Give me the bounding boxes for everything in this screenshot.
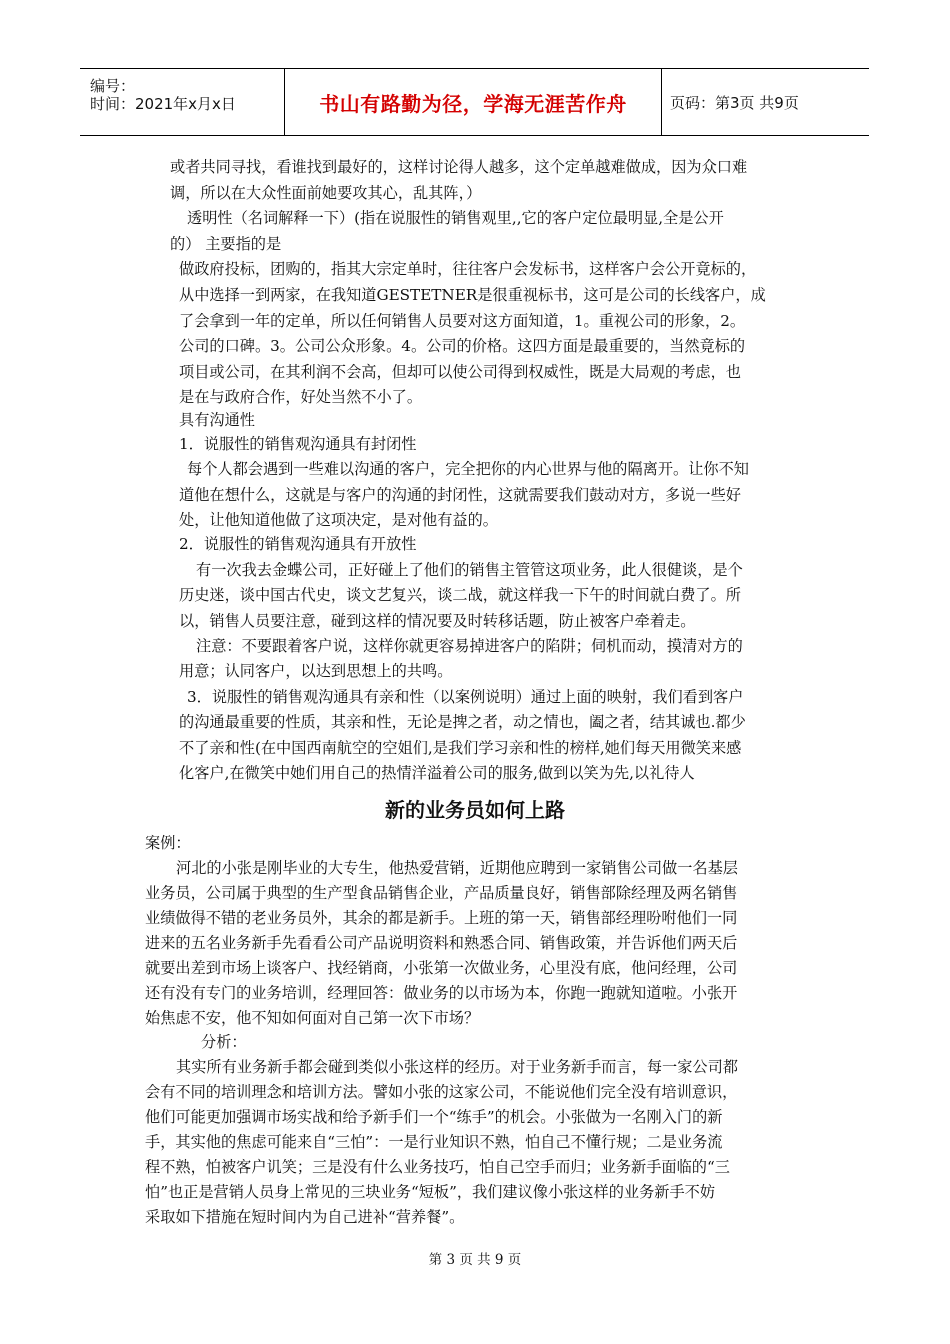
text-line: 调，所以在大众性面前她要攻其心，乱其阵，）	[170, 184, 482, 202]
text-line: 采取如下措施在短时间内为自己进补“营养餐”。	[145, 1208, 465, 1226]
text-line: 用意；认同客户，以达到思想上的共鸣。	[179, 662, 453, 680]
text-line: 是在与政府合作，好处当然不小了。	[179, 388, 422, 406]
text-line: 他们可能更加强调市场实战和给予新手们一个“练手”的机会。小张做为一名刚入门的新	[145, 1108, 723, 1126]
text-line: 项目或公司，在其利润不会高，但却可以使公司得到权威性，既是大局观的考虑，也	[179, 363, 741, 381]
text-line: 不了亲和性(在中国西南航空的空姐们,是我们学习亲和性的榜样,她们每天用微笑来感	[179, 739, 742, 757]
page-info: 页码：第3页 共9页	[670, 93, 799, 112]
text-line: 公司的口碑。3。公司公众形象。4。公司的价格。这四方面是最重要的，当然竟标的	[179, 337, 746, 355]
text-line: 的） 主要指的是	[170, 235, 282, 253]
text-line: 进来的五名业务新手先看看公司产品说明资料和熟悉合同、销售政策，并告诉他们两天后	[145, 934, 738, 952]
text-line: 做政府投标，团购的，指其大宗定单时，往往客户会发标书，这样客户会公开竟标的，	[179, 260, 757, 278]
text-line: 或者共同寻找，看谁找到最好的，这样讨论得人越多，这个定单越难做成，因为众口难	[170, 158, 748, 176]
text-line: 历史迷，谈中国古代史，谈文艺复兴，谈二战，就这样我一下午的时间就白费了。所	[179, 586, 741, 604]
text-line: 以，销售人员要注意，碰到这样的情况要及时转移话题，防止被客户牵着走。	[179, 612, 696, 630]
text-line: 了会拿到一年的定单，所以任何销售人员要对这方面知道，1。重视公司的形象，2。	[179, 312, 746, 330]
text-line: 程不熟，怕被客户讥笑；三是没有什么业务技巧，怕自己空手而归；业务新手面临的“三	[145, 1158, 730, 1176]
text-line: 分析：	[201, 1033, 247, 1051]
text-line: 从中选择一到两家，在我知道GESTETNER是很重视标书，这可是公司的长线客户，成	[179, 286, 766, 304]
text-line: 业务员，公司属于典型的生产型食品销售企业，产品质量良好，销售部除经理及两名销售	[145, 884, 738, 902]
text-line: 1．说服性的销售观沟通具有封闭性	[179, 435, 417, 453]
text-line: 注意：不要跟着客户说，这样你就更容易掉进客户的陷阱；伺机而动，摸清对方的	[196, 637, 743, 655]
text-line: 处，让他知道他做了这项决定，是对他有益的。	[179, 511, 498, 529]
text-line: 还有没有专门的业务培训，经理回答：做业务的以市场为本，你跑一跑就知道啦。小张开	[145, 984, 738, 1002]
text-line: 手，其实他的焦虑可能来自“三怕”：一是行业知识不熟，怕自己不懂行规；二是业务流	[145, 1133, 723, 1151]
number-label: 编号：	[90, 77, 136, 95]
text-line: 具有沟通性	[179, 411, 255, 429]
text-line: 有一次我去金蝶公司，正好碰上了他们的销售主管管这项业务，此人很健谈，是个	[196, 561, 743, 579]
text-line: 业绩做得不错的老业务员外，其余的都是新手。上班的第一天，销售部经理吩咐他们一同	[145, 909, 738, 927]
text-line: 3．说服性的销售观沟通具有亲和性（以案例说明）通过上面的映射，我们看到客户	[187, 688, 744, 706]
page-header	[80, 68, 869, 136]
text-line: 每个人都会遇到一些难以沟通的客户，完全把你的内心世界与他的隔离开。让你不知	[187, 460, 749, 478]
text-line: 会有不同的培训理念和培训方法。譬如小张的这家公司，不能说他们完全没有培训意识，	[145, 1083, 738, 1101]
text-line: 化客户,在微笑中她们用自己的热情洋溢着公司的服务,做到以笑为先,以礼待人	[179, 764, 695, 782]
text-line: 道他在想什么，这就是与客户的沟通的封闭性，这就需要我们鼓动对方，多说一些好	[179, 486, 741, 504]
header-info-cell	[80, 69, 285, 135]
text-line: 其实所有业务新手都会碰到类似小张这样的经历。对于业务新手而言，每一家公司都	[176, 1058, 738, 1076]
text-line: 透明性（名词解释一下）(指在说服性的销售观里,,它的客户定位最明显,全是公开	[187, 209, 724, 227]
section-title: 新的业务员如何上路	[385, 798, 565, 822]
page-footer: 第 3 页 共 9 页	[428, 1252, 522, 1268]
text-line: 怕”也正是营销人员身上常见的三块业务“短板”，我们建议像小张这样的业务新手不妨	[145, 1183, 716, 1201]
date-label: 时间：2021年x月x日	[90, 95, 236, 113]
text-line: 2．说服性的销售观沟通具有开放性	[179, 535, 417, 553]
text-line: 的沟通最重要的性质，其亲和性，无论是捭之者，动之情也，阖之者，结其诚也.都少	[179, 713, 746, 731]
text-line: 就要出差到市场上谈客户、找经销商，小张第一次做业务，心里没有底，他问经理，公司	[145, 959, 738, 977]
text-line: 案例：	[145, 834, 191, 852]
text-line: 始焦虑不安，他不知如何面对自己第一次下市场？	[145, 1009, 480, 1027]
motto: 书山有路勤为径，学海无涯苦作舟	[285, 69, 662, 135]
text-line: 河北的小张是刚毕业的大专生，他热爱营销，近期他应聘到一家销售公司做一名基层	[176, 859, 738, 877]
